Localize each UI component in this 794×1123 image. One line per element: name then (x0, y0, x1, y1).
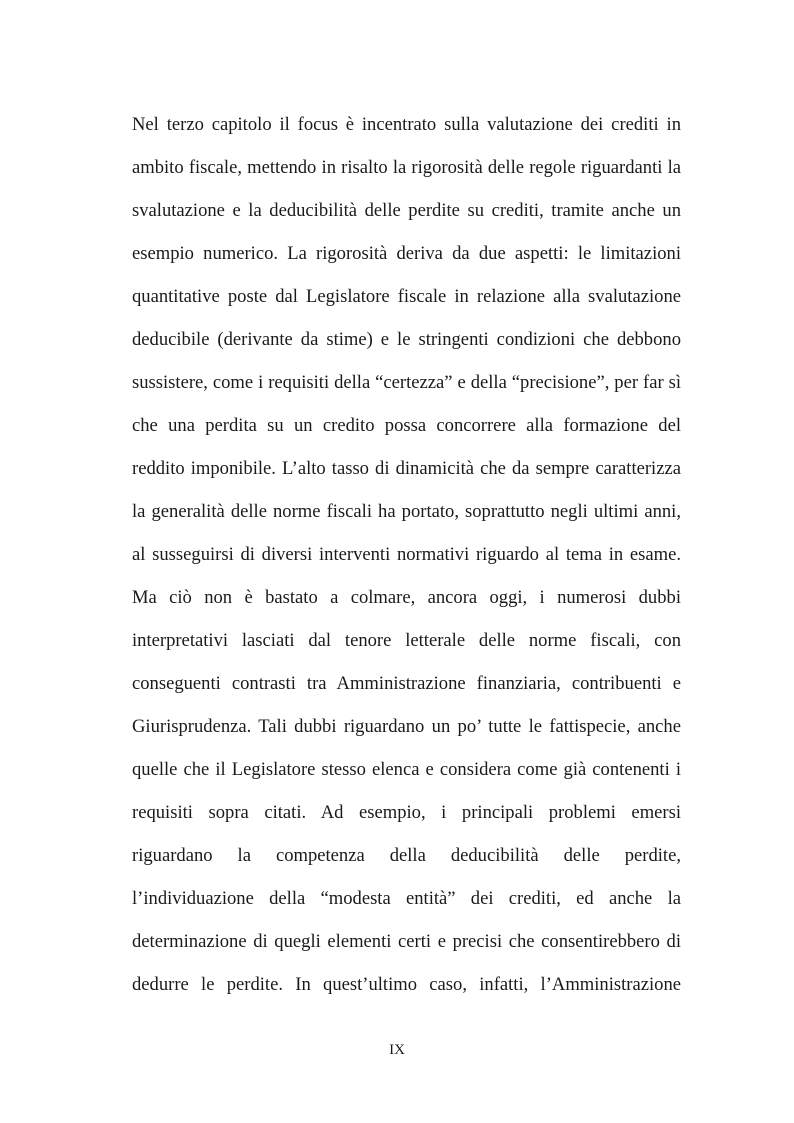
text-line: deducibile (derivante da stime) e le stringenti condizioni che debbono (132, 329, 681, 350)
text-line: reddito imponibile. L’alto tasso di dinamicità che da sempre caratterizza (132, 458, 681, 479)
text-line: la generalità delle norme fiscali ha portato, soprattutto negli ultimi anni, (132, 501, 681, 522)
text-line: che una perdita su un credito possa concorrere alla formazione del (132, 415, 681, 436)
text-line: ambito fiscale, mettendo in risalto la rigorosità delle regole riguardanti la (132, 157, 681, 178)
text-line: Giurisprudenza. Tali dubbi riguardano un po’ tutte le fattispecie, anche (132, 716, 681, 737)
text-line: quelle che il Legislatore stesso elenca e considera come già contenenti i (132, 759, 681, 780)
text-line: requisiti sopra citati. Ad esempio, i principali problemi emersi (132, 802, 681, 823)
text-line: interpretativi lasciati dal tenore letterale delle norme fiscali, con (132, 630, 681, 651)
text-line: quantitative poste dal Legislatore fiscale in relazione alla svalutazione (132, 286, 681, 307)
text-line: dedurre le perdite. In quest’ultimo caso, infatti, l’Amministrazione (132, 974, 681, 995)
text-line: conseguenti contrasti tra Amministrazione finanziaria, contribuenti e (132, 673, 681, 694)
text-line: al susseguirsi di diversi interventi normativi riguardo al tema in esame. (132, 544, 681, 565)
text-line: Nel terzo capitolo il focus è incentrato sulla valutazione dei crediti in (132, 114, 681, 135)
page-number: IX (389, 1042, 405, 1058)
text-line: esempio numerico. La rigorosità deriva da due aspetti: le limitazioni (132, 243, 681, 264)
text-line: Ma ciò non è bastato a colmare, ancora oggi, i numerosi dubbi (132, 587, 681, 608)
text-line: determinazione di quegli elementi certi e precisi che consentirebbero di (132, 931, 681, 952)
text-line: l’individuazione della “modesta entità” dei crediti, ed anche la (132, 888, 681, 909)
text-line: svalutazione e la deducibilità delle perdite su crediti, tramite anche un (132, 200, 681, 221)
text-line: sussistere, come i requisiti della “certezza” e della “precisione”, per far sì (132, 372, 681, 393)
text-line: riguardano la competenza della deducibilità delle perdite, (132, 845, 681, 866)
